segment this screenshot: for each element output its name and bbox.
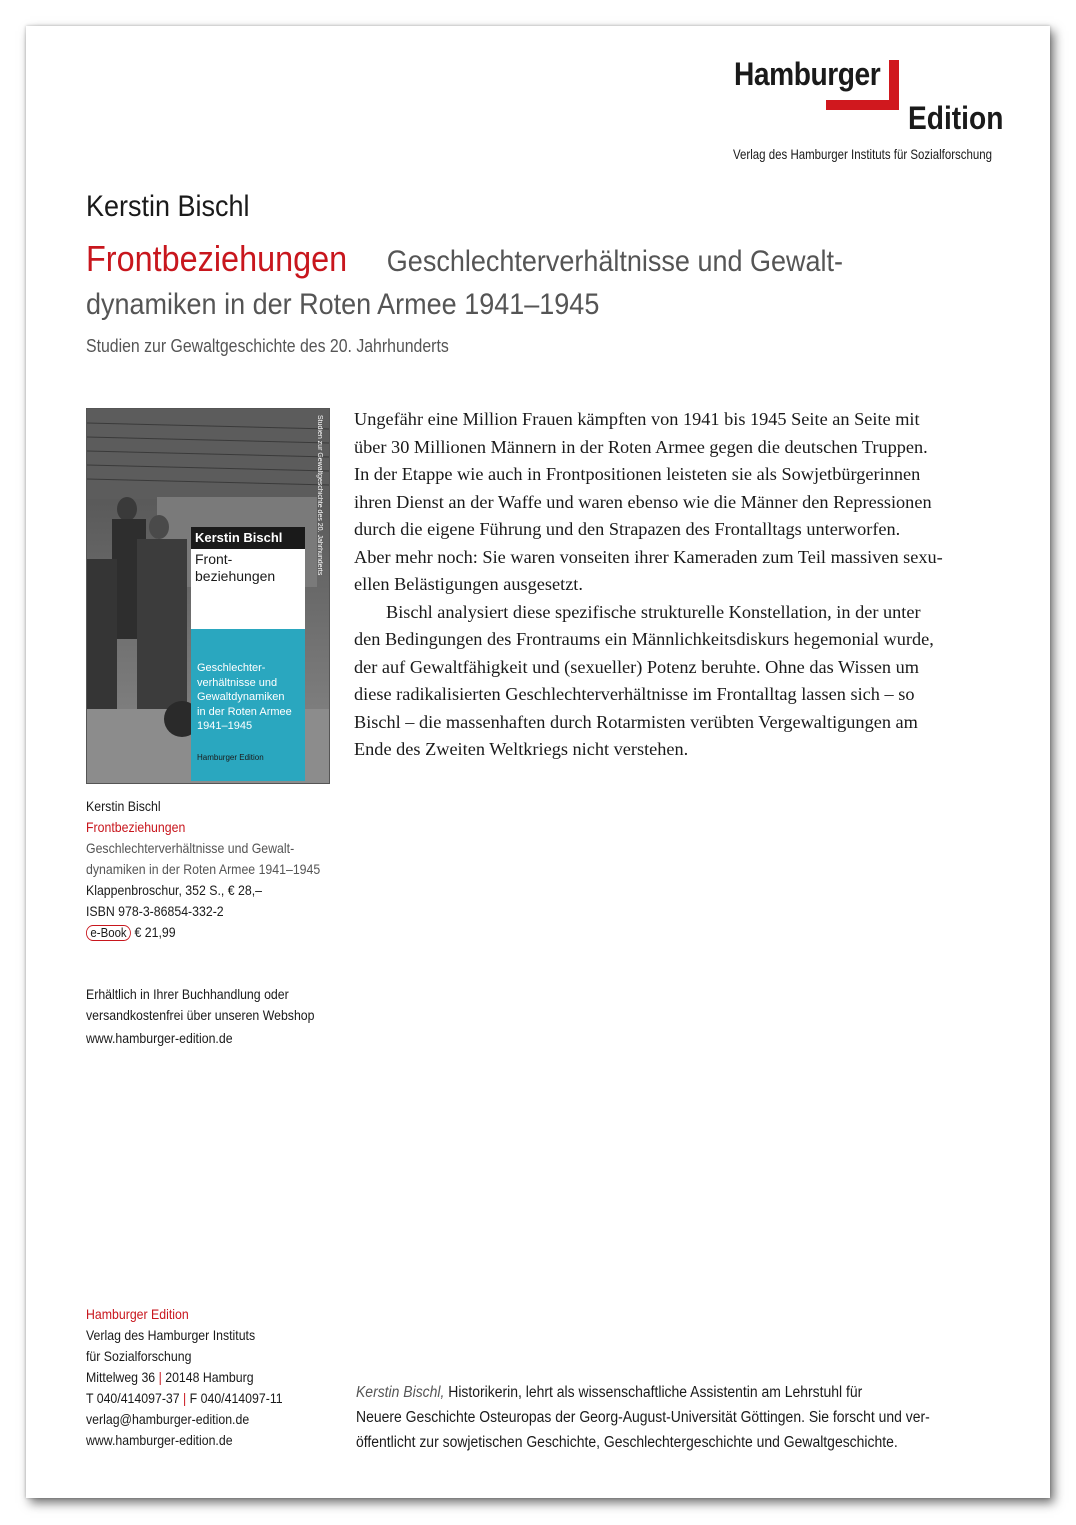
cover-publisher: Hamburger Edition (197, 753, 264, 762)
description-line: diese radikalisierten Geschlechterverhältnisse im Frontalltag lassen sich – so (354, 684, 915, 704)
contact-web[interactable]: www.hamburger-edition.de (86, 1432, 233, 1448)
cover-title-line2: beziehungen (195, 568, 276, 584)
separator: | (183, 1390, 187, 1406)
webshop-link[interactable]: www.hamburger-edition.de (86, 1030, 233, 1046)
bio-text: Historikerin, lehrt als wissenschaftliche Assistentin am Lehrstuhl für (444, 1384, 863, 1401)
book-subtitle-line2: dynamiken in der Roten Armee 1941–1945 (86, 288, 600, 321)
availability-note (86, 984, 366, 1049)
bio-line2: Neuere Geschichte Osteuropas der Georg-August-Universität Göttingen. Sie forscht und ver- (356, 1409, 930, 1426)
info-isbn: ISBN 978-3-86854-332-2 (86, 903, 224, 919)
description-line: Ungefähr eine Million Frauen kämpften von 1941 bis 1945 Seite an Seite mit (354, 409, 920, 429)
description-line: Bischl analysiert diese spezifische strukturelle Konstellation, in der unter (386, 601, 921, 622)
info-format-price: Klappenbroschur, 352 S., € 28,– (86, 882, 263, 898)
author-bio (356, 1380, 996, 1455)
logo-word-edition: Edition (908, 100, 1004, 136)
description-line: ellen Belästigungen ausgesetzt. (354, 574, 583, 594)
cover-spine-text: Studien zur Gewaltgeschichte des 20. Jahrhunderts (316, 415, 323, 576)
description-line: ihren Dienst an der Waffe und waren ebenso wie die Männer den Repressionen (354, 491, 932, 512)
info-subtitle-line2: dynamiken in der Roten Armee 1941–1945 (86, 861, 321, 877)
availability-line1: Erhältlich in Ihrer Buchhandlung oder (86, 986, 289, 1002)
description-line: Ende des Zweiten Weltkriegs nicht verstehen. (354, 739, 689, 759)
description-line: Aber mehr noch: Sie waren vonseiten ihrer Kameraden zum Teil massiven sexu- (354, 546, 943, 567)
contact-address (86, 1367, 315, 1388)
title-block (86, 238, 843, 280)
description-line: In der Etappe wie auch in Frontpositionen leisteten sie als Sowjetbürgerinnen (354, 464, 921, 484)
contact-city: 20148 Hamburg (165, 1369, 254, 1385)
publisher-contact (86, 1304, 346, 1451)
cover-title-line1: Front- (195, 551, 233, 567)
cover-subtitle (197, 661, 307, 734)
logo-word-hamburger: Hamburger (734, 56, 881, 92)
info-title: Frontbeziehungen (86, 819, 186, 835)
flyer-page (26, 26, 1050, 1498)
contact-line1: Verlag des Hamburger Instituts (86, 1327, 256, 1343)
info-ebook (86, 922, 315, 943)
cover-author: Kerstin Bischl (191, 527, 305, 549)
bio-line3: öffentlicht zur sowjetischen Geschichte, Geschlechtergeschichte und Gewaltgeschichte. (356, 1434, 898, 1451)
book-title: Frontbeziehungen (86, 238, 348, 279)
description-line: durch die eigene Führung und den Strapazen des Frontalltags unterworfen. (354, 519, 901, 539)
ebook-price: € 21,99 (134, 924, 176, 940)
info-author: Kerstin Bischl (86, 798, 161, 814)
contact-street: Mittelweg 36 (86, 1369, 156, 1385)
description-line: über 30 Millionen Männern in der Roten Armee gegen die deutschen Truppen. (354, 436, 928, 457)
contact-fax: F 040/414097-11 (189, 1390, 283, 1406)
book-author: Kerstin Bischl (86, 190, 250, 223)
book-subtitle-line1: Geschlechterverhältnisse und Gewalt- (386, 245, 844, 278)
contact-phone-fax (86, 1388, 315, 1409)
cover-subtitle-line: Gewaltdynamiken (197, 691, 285, 703)
cover-title (195, 551, 305, 585)
logo-red-bar-horizontal (826, 100, 899, 110)
availability-line2: versandkostenfrei über unseren Webshop (86, 1007, 315, 1023)
contact-phone: T 040/414097-37 (86, 1390, 180, 1406)
book-info (86, 796, 346, 943)
separator: | (158, 1369, 162, 1385)
bio-line1 (356, 1380, 932, 1405)
contact-email[interactable]: verlag@hamburger-edition.de (86, 1411, 250, 1427)
book-series: Studien zur Gewaltgeschichte des 20. Jahrhunderts (86, 336, 449, 356)
info-subtitle-line1: Geschlechterverhältnisse und Gewalt- (86, 840, 295, 856)
cover-subtitle-line: 1941–1945 (197, 720, 253, 732)
description-line: der auf Gewaltfähigkeit und (sexueller) Potenz beruhte. Ohne das Wissen um (354, 656, 919, 677)
ebook-badge: e-Book (86, 925, 131, 941)
cover-subtitle-line: in der Roten Armee (197, 705, 292, 718)
cover-subtitle-line: Geschlechter- (197, 662, 266, 674)
contact-line2: für Sozialforschung (86, 1348, 192, 1364)
bio-author-name: Kerstin Bischl, (356, 1384, 445, 1401)
book-description (354, 406, 1004, 764)
publisher-logo (726, 54, 1016, 164)
contact-name: Hamburger Edition (86, 1306, 189, 1322)
cover-subtitle-line: verhältnisse und (197, 676, 278, 689)
book-cover-image (86, 408, 330, 784)
description-line: den Bedingungen des Frontraums ein Männlichkeitsdiskurs hegemonial wurde, (354, 629, 934, 649)
description-line: Bischl – die massenhaften durch Rotarmisten verübten Vergewaltigungen am (354, 711, 918, 732)
logo-tagline: Verlag des Hamburger Instituts für Sozialforschung (733, 146, 993, 162)
